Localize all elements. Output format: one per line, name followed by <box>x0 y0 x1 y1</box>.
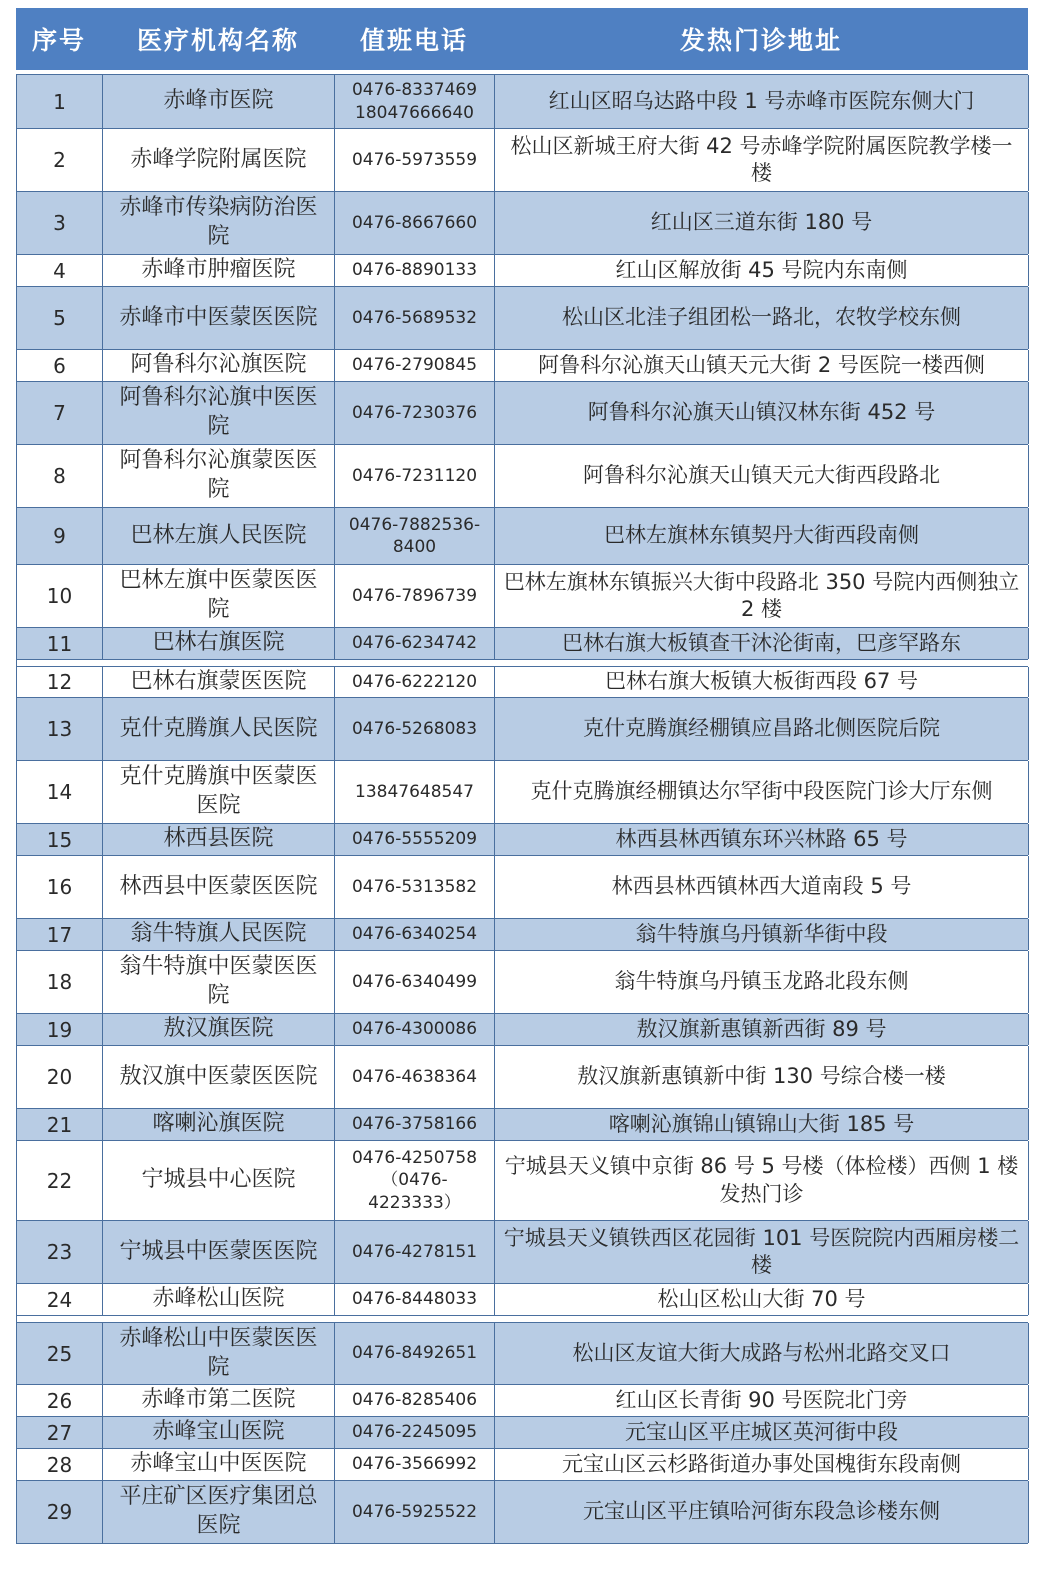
duty-phone: 0476-4278151 <box>335 1221 495 1283</box>
row-index: 4 <box>17 255 103 286</box>
institution-name: 赤峰市第二医院 <box>103 1385 335 1416</box>
institution-name: 巴林右旗蒙医医院 <box>103 667 335 697</box>
fever-clinic-address: 巴林左旗林东镇契丹大街西段南侧 <box>495 508 1029 564</box>
fever-clinic-address: 克什克腾旗经棚镇应昌路北侧医院后院 <box>495 698 1029 760</box>
duty-phone: 0476-2790845 <box>335 350 495 381</box>
row-index: 11 <box>17 628 103 659</box>
header-index: 序号 <box>31 26 86 55</box>
row-index: 13 <box>17 698 103 760</box>
row-index: 5 <box>17 287 103 349</box>
institution-name: 赤峰松山医院 <box>103 1284 335 1315</box>
fever-clinic-address: 阿鲁科尔沁旗天山镇汉林东街 452 号 <box>495 382 1029 444</box>
table-header <box>16 8 1028 70</box>
table-row <box>17 1014 1028 1046</box>
duty-phone: 0476-5973559 <box>335 129 495 191</box>
hospital-table <box>16 8 1028 1544</box>
fever-clinic-address: 林西县林西镇林西大道南段 5 号 <box>495 856 1029 918</box>
institution-name: 林西县医院 <box>103 824 335 855</box>
institution-name: 阿鲁科尔沁旗中医医院 <box>103 382 335 444</box>
fever-clinic-address: 阿鲁科尔沁旗天山镇天元大街 2 号医院一楼西侧 <box>495 350 1029 381</box>
row-index: 14 <box>17 761 103 823</box>
row-index: 8 <box>17 445 103 507</box>
institution-name: 赤峰市中医蒙医医院 <box>103 287 335 349</box>
fever-clinic-address: 宁城县天义镇中京街 86 号 5 号楼（体检楼）西侧 1 楼发热门诊 <box>495 1141 1029 1220</box>
table-row <box>17 1449 1028 1481</box>
header-institution-name: 医疗机构名称 <box>136 26 299 55</box>
table-row <box>17 287 1028 350</box>
row-index: 7 <box>17 382 103 444</box>
institution-name: 敖汉旗医院 <box>103 1014 335 1045</box>
fever-clinic-address: 阿鲁科尔沁旗天山镇天元大街西段路北 <box>495 445 1029 507</box>
institution-name: 赤峰宝山中医医院 <box>103 1449 335 1480</box>
row-index: 12 <box>17 667 103 697</box>
header-duty-phone: 值班电话 <box>359 26 468 55</box>
duty-phone: 0476-8448033 <box>335 1284 495 1315</box>
duty-phone: 0476-8285406 <box>335 1385 495 1416</box>
duty-phone: 0476-6222120 <box>335 667 495 697</box>
fever-clinic-address: 松山区友谊大街大成路与松州北路交叉口 <box>495 1323 1029 1384</box>
table-row <box>17 1385 1028 1417</box>
duty-phone: 0476-3566992 <box>335 1449 495 1480</box>
duty-phone: 0476-8890133 <box>335 255 495 286</box>
fever-clinic-address: 松山区北洼子组团松一路北，农牧学校东侧 <box>495 287 1029 349</box>
duty-phone: 0476-8492651 <box>335 1323 495 1384</box>
duty-phone: 13847648547 <box>335 761 495 823</box>
table-row <box>17 628 1028 660</box>
table-row <box>17 255 1028 287</box>
row-index: 1 <box>17 75 103 128</box>
fever-clinic-address: 敖汉旗新惠镇新中街 130 号综合楼一楼 <box>495 1046 1029 1108</box>
institution-name: 喀喇沁旗医院 <box>103 1109 335 1140</box>
fever-clinic-address: 红山区昭乌达路中段 1 号赤峰市医院东侧大门 <box>495 75 1029 128</box>
institution-name: 平庄矿区医疗集团总医院 <box>103 1481 335 1543</box>
institution-name: 赤峰宝山医院 <box>103 1417 335 1448</box>
fever-clinic-address: 元宝山区平庄城区英河街中段 <box>495 1417 1029 1448</box>
fever-clinic-address: 翁牛特旗乌丹镇新华街中段 <box>495 919 1029 950</box>
institution-name: 赤峰松山中医蒙医医院 <box>103 1323 335 1384</box>
table-row <box>17 1417 1028 1449</box>
row-index: 23 <box>17 1221 103 1283</box>
row-index: 26 <box>17 1385 103 1416</box>
row-index: 17 <box>17 919 103 950</box>
table-row <box>17 1141 1028 1221</box>
table-row <box>17 666 1028 698</box>
table-row <box>17 129 1028 192</box>
table-row <box>17 824 1028 856</box>
table-row <box>17 761 1028 824</box>
institution-name: 林西县中医蒙医医院 <box>103 856 335 918</box>
table-row <box>17 382 1028 445</box>
row-index: 9 <box>17 508 103 564</box>
fever-clinic-address: 红山区三道东街 180 号 <box>495 192 1029 254</box>
row-index: 10 <box>17 565 103 627</box>
institution-name: 赤峰市传染病防治医院 <box>103 192 335 254</box>
duty-phone: 0476-2245095 <box>335 1417 495 1448</box>
duty-phone: 0476-6234742 <box>335 628 495 659</box>
fever-clinic-address: 翁牛特旗乌丹镇玉龙路北段东侧 <box>495 951 1029 1013</box>
row-index: 27 <box>17 1417 103 1448</box>
row-index: 21 <box>17 1109 103 1140</box>
table-row <box>17 1109 1028 1141</box>
table-row <box>17 919 1028 951</box>
row-index: 18 <box>17 951 103 1013</box>
duty-phone: 0476-4250758 （0476- 4223333） <box>335 1141 495 1220</box>
duty-phone: 0476-7230376 <box>335 382 495 444</box>
fever-clinic-address: 元宝山区平庄镇哈河街东段急诊楼东侧 <box>495 1481 1029 1543</box>
fever-clinic-address: 巴林左旗林东镇振兴大街中段路北 350 号院内西侧独立 2 楼 <box>495 565 1029 627</box>
duty-phone: 0476-7231120 <box>335 445 495 507</box>
fever-clinic-address: 巴林右旗大板镇大板街西段 67 号 <box>495 667 1029 697</box>
fever-clinic-address: 克什克腾旗经棚镇达尔罕街中段医院门诊大厅东侧 <box>495 761 1029 823</box>
fever-clinic-address: 宁城县天义镇铁西区花园街 101 号医院院内西厢房楼二楼 <box>495 1221 1029 1283</box>
table-row <box>17 565 1028 628</box>
fever-clinic-address: 巴林右旗大板镇查干沐沦街南，巴彦罕路东 <box>495 628 1029 659</box>
institution-name: 宁城县中心医院 <box>103 1141 335 1220</box>
row-index: 28 <box>17 1449 103 1480</box>
row-index: 20 <box>17 1046 103 1108</box>
table-row <box>17 192 1028 255</box>
duty-phone: 0476-8667660 <box>335 192 495 254</box>
fever-clinic-address: 红山区解放街 45 号院内东南侧 <box>495 255 1029 286</box>
table-row <box>17 951 1028 1014</box>
institution-name: 巴林右旗医院 <box>103 628 335 659</box>
duty-phone: 0476-8337469 18047666640 <box>335 75 495 128</box>
duty-phone: 0476-3758166 <box>335 1109 495 1140</box>
duty-phone: 0476-6340254 <box>335 919 495 950</box>
table-row <box>17 1221 1028 1284</box>
duty-phone: 0476-5689532 <box>335 287 495 349</box>
table-row <box>17 1046 1028 1109</box>
institution-name: 克什克腾旗中医蒙医医院 <box>103 761 335 823</box>
institution-name: 赤峰学院附属医院 <box>103 129 335 191</box>
fever-clinic-address: 敖汉旗新惠镇新西街 89 号 <box>495 1014 1029 1045</box>
table-row <box>17 698 1028 761</box>
institution-name: 翁牛特旗中医蒙医医院 <box>103 951 335 1013</box>
duty-phone: 0476-7896739 <box>335 565 495 627</box>
institution-name: 巴林左旗人民医院 <box>103 508 335 564</box>
duty-phone: 0476-4638364 <box>335 1046 495 1108</box>
row-index: 16 <box>17 856 103 918</box>
table-row <box>17 75 1028 129</box>
row-index: 15 <box>17 824 103 855</box>
institution-name: 敖汉旗中医蒙医医院 <box>103 1046 335 1108</box>
table-row <box>17 1322 1028 1385</box>
institution-name: 克什克腾旗人民医院 <box>103 698 335 760</box>
table-row <box>17 350 1028 382</box>
institution-name: 宁城县中医蒙医医院 <box>103 1221 335 1283</box>
institution-name: 巴林左旗中医蒙医医院 <box>103 565 335 627</box>
fever-clinic-address: 元宝山区云杉路街道办事处国槐街东段南侧 <box>495 1449 1029 1480</box>
fever-clinic-address: 红山区长青街 90 号医院北门旁 <box>495 1385 1029 1416</box>
duty-phone: 0476-7882536- 8400 <box>335 508 495 564</box>
row-index: 29 <box>17 1481 103 1543</box>
table-row <box>17 1284 1028 1316</box>
institution-name: 赤峰市医院 <box>103 75 335 128</box>
fever-clinic-address: 喀喇沁旗锦山镇锦山大街 185 号 <box>495 1109 1029 1140</box>
table-row <box>17 445 1028 508</box>
row-index: 2 <box>17 129 103 191</box>
institution-name: 阿鲁科尔沁旗蒙医医院 <box>103 445 335 507</box>
institution-name: 阿鲁科尔沁旗医院 <box>103 350 335 381</box>
row-index: 22 <box>17 1141 103 1220</box>
row-index: 6 <box>17 350 103 381</box>
institution-name: 赤峰市肿瘤医院 <box>103 255 335 286</box>
table-row <box>17 508 1028 565</box>
row-index: 3 <box>17 192 103 254</box>
duty-phone: 0476-5555209 <box>335 824 495 855</box>
fever-clinic-address: 林西县林西镇东环兴林路 65 号 <box>495 824 1029 855</box>
duty-phone: 0476-4300086 <box>335 1014 495 1045</box>
duty-phone: 0476-6340499 <box>335 951 495 1013</box>
duty-phone: 0476-5313582 <box>335 856 495 918</box>
institution-name: 翁牛特旗人民医院 <box>103 919 335 950</box>
duty-phone: 0476-5925522 <box>335 1481 495 1543</box>
fever-clinic-address: 松山区松山大街 70 号 <box>495 1284 1029 1315</box>
row-index: 24 <box>17 1284 103 1315</box>
table-row <box>17 856 1028 919</box>
table-body <box>16 74 1028 1544</box>
row-index: 19 <box>17 1014 103 1045</box>
duty-phone: 0476-5268083 <box>335 698 495 760</box>
table-row <box>17 1481 1028 1544</box>
header-fever-clinic-address: 发热门诊地址 <box>679 26 842 55</box>
fever-clinic-address: 松山区新城王府大街 42 号赤峰学院附属医院教学楼一楼 <box>495 129 1029 191</box>
row-index: 25 <box>17 1323 103 1384</box>
